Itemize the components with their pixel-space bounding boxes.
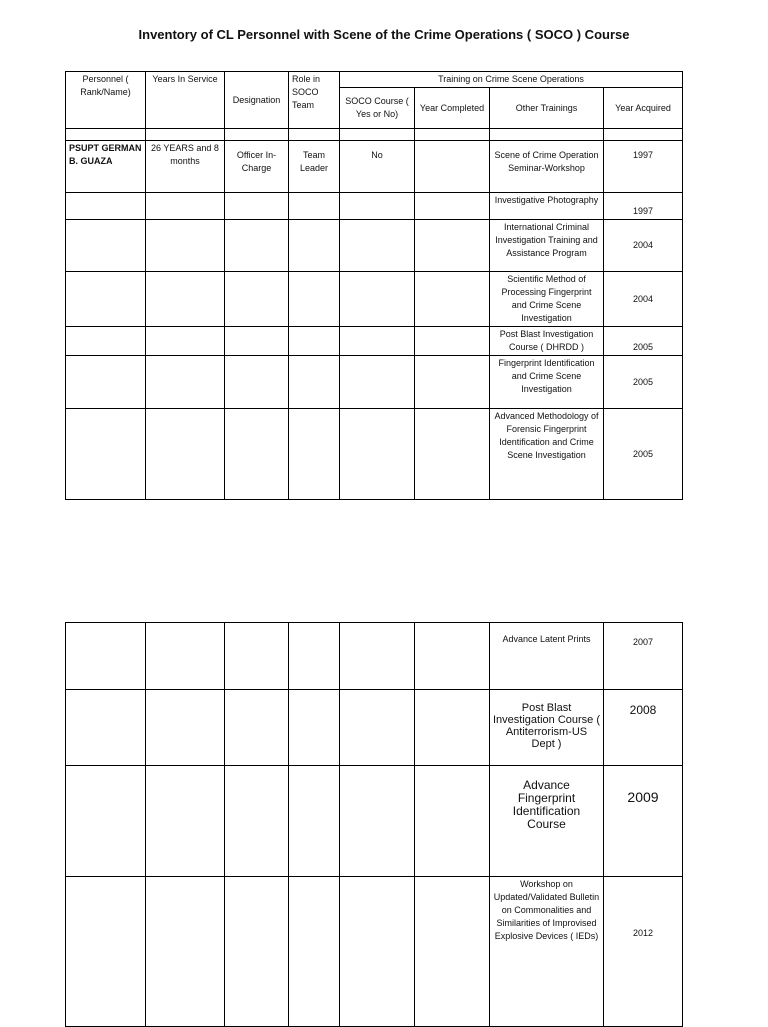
training-year: 2009: [604, 766, 683, 877]
table-row: [66, 193, 683, 220]
table-row: [66, 327, 683, 356]
person-role: Team Leader: [289, 141, 340, 193]
training-name: Advanced Methodology of Forensic Fingerprint Identification and Crime Scene Investigation: [490, 409, 604, 500]
table-row: [66, 356, 683, 409]
training-year: 2012: [604, 877, 683, 1027]
header-training-group: Training on Crime Scene Operations: [340, 72, 683, 88]
training-year: 2007: [604, 623, 683, 690]
training-name: Fingerprint Identification and Crime Scene Investigation: [490, 356, 604, 409]
training-name: Advance Fingerprint Identification Course: [490, 766, 604, 877]
training-name: Post Blast Investigation Course ( Antiterrorism-US Dept ): [490, 690, 604, 766]
header-role: Role in SOCO Team: [289, 72, 340, 129]
training-name: Scene of Crime Operation Seminar-Workshop: [490, 141, 604, 193]
header-year-acquired: Year Acquired: [604, 88, 683, 129]
training-year: 1997: [604, 141, 683, 193]
training-year: 2004: [604, 220, 683, 272]
person-designation: Officer In-Charge: [225, 141, 289, 193]
training-name: Investigative Photography: [490, 193, 604, 220]
training-name: Advance Latent Prints: [490, 623, 604, 690]
training-year: 2005: [604, 356, 683, 409]
header-other-trainings: Other Trainings: [490, 88, 604, 129]
header-designation: Designation: [225, 72, 289, 129]
training-year: 1997: [604, 193, 683, 220]
training-year: 2005: [604, 327, 683, 356]
person-years: 26 YEARS and 8 months: [146, 141, 225, 193]
table-row: [66, 690, 683, 766]
personnel-table: [65, 71, 683, 500]
table-row: [66, 623, 683, 690]
table-row: [66, 409, 683, 500]
table-row: [66, 272, 683, 327]
person-year-completed: [415, 141, 490, 193]
header-years: Years In Service: [146, 72, 225, 129]
training-name: International Criminal Investigation Training and Assistance Program: [490, 220, 604, 272]
trainings-continued-table: [65, 622, 683, 1027]
training-year: 2005: [604, 409, 683, 500]
training-year: 2008: [604, 690, 683, 766]
header-personnel: Personnel ( Rank/Name): [66, 72, 146, 129]
person-soco: No: [340, 141, 415, 193]
table-row: [66, 766, 683, 877]
person-name: PSUPT GERMAN B. GUAZA: [66, 141, 146, 193]
training-name: Workshop on Updated/Validated Bulletin on Commonalities and Similarities of Improvised Explosive Devices ( IEDs): [490, 877, 604, 1027]
table-row: [66, 877, 683, 1027]
training-year: 2004: [604, 272, 683, 327]
table-row: [66, 220, 683, 272]
training-name: Scientific Method of Processing Fingerprint and Crime Scene Investigation: [490, 272, 604, 327]
header-year-completed: Year Completed: [415, 88, 490, 129]
page-title: Inventory of CL Personnel with Scene of the Crime Operations ( SOCO ) Course: [138, 27, 630, 42]
header-soco-course: SOCO Course ( Yes or No): [340, 88, 415, 129]
training-name: Post Blast Investigation Course ( DHRDD ): [490, 327, 604, 356]
table-row: [66, 141, 683, 193]
